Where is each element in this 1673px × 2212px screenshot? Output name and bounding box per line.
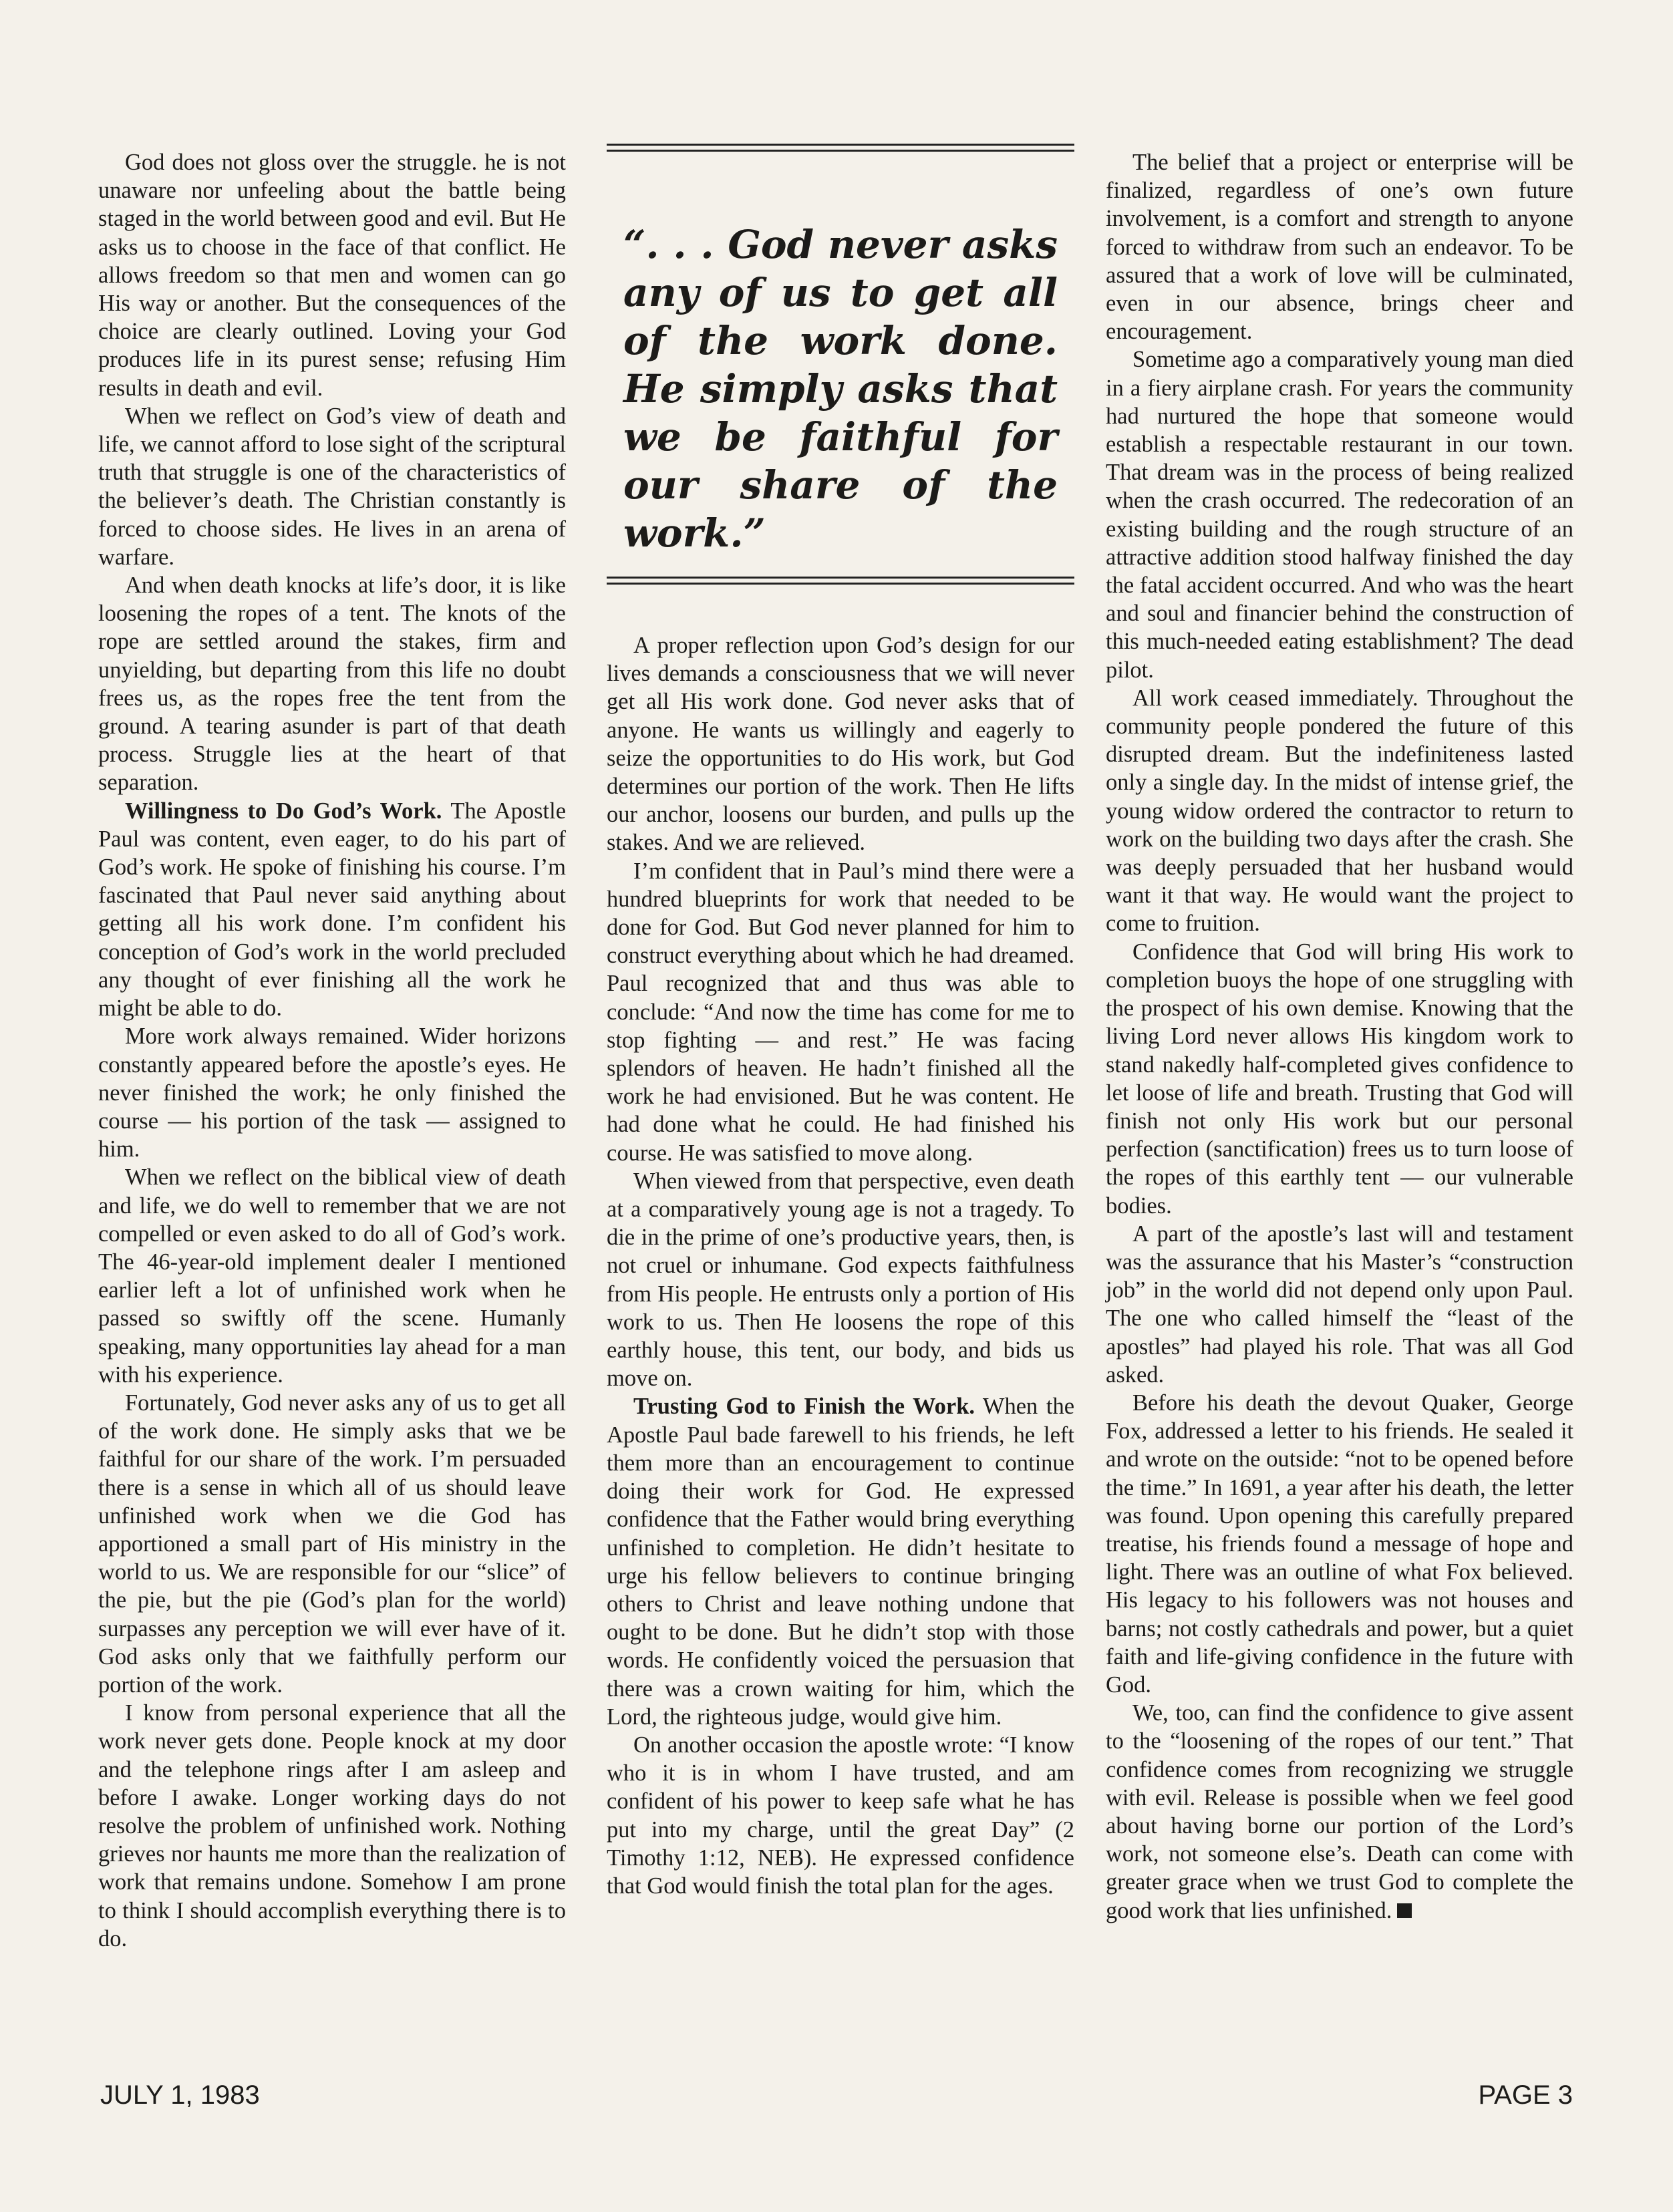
paragraph (98, 1163, 566, 1389)
pull-quote-top-rule-inner (607, 150, 1074, 152)
paragraph (607, 1392, 1074, 1730)
paragraph (1106, 1389, 1573, 1699)
paragraph (1106, 148, 1573, 345)
pull-quote-text: “. . . God never asks any of us to get all of the work done. He simply asks that we be faithful for our share of the work.” (623, 222, 1058, 556)
paragraph (1106, 345, 1573, 683)
paragraph (98, 1699, 566, 1953)
paragraph-text: When viewed from that perspective, even death at a comparatively young age is not a tragedy. To die in the prime of one’s productive years, then, is not cruel or inhumane. God expects faithfulness from His people. He entrusts only a portion of His work to us. Then He loosens the rope of this earthly house, this tent, our body, and bids us move on. (607, 1168, 1074, 1392)
paragraph-text: Before his death the devout Quaker, George Fox, addressed a letter to his friends. He sealed it and wrote on the outside: “not to be opened before the time.” In 1691, a year after his death, the letter was found. Upon opening this carefully prepared treatise, his friends found a message of hope and light. There was an outline of what Fox believed. His legacy to his followers was not houses and barns; not costly cathedrals and power, but a quiet faith and life-giving confidence in the future with God. (1106, 1390, 1573, 1698)
paragraph (98, 402, 566, 571)
end-of-article-mark (1397, 1903, 1412, 1918)
paragraph-text: The Apostle Paul was content, even eager, to do his part of God’s work. He spoke of finishing his course. I’m fascinated that Paul never said anything about getting all his work done. I’m confident his conception of God’s work in the world precluded any thought of ever finishing all the work he might be able to do. (98, 798, 567, 1021)
issue-date: JULY 1, 1983 (100, 2080, 260, 2110)
paragraph-text: I’m confident that in Paul’s mind there were a hundred blueprints for work that needed to be done for God. But God never planned for him to construct everything about which he had dreamed. Paul recognized that and thus was able to conclude: “And now the time has come for me to stop fighting — and rest.” He was facing splendors of heaven. He hadn’t finished all the work he had envisioned. But he was content. He had done what he could. He had finished his course. He was satisfied to move along. (607, 858, 1074, 1166)
paragraph (98, 571, 566, 797)
paragraph-text: All work ceased immediately. Throughout the community people pondered the future of this disrupted dream. But the indefiniteness lasted only a single day. In the midst of intense grief, the young widow ordered the contractor to return to work on the building two days after the crash. She was deeply persuaded that her husband would want it that way. He would want the project to come to fruition. (1106, 685, 1573, 937)
paragraph-text: I know from personal experience that all the work never gets done. People knock at my door and the telephone rings after I am asleep and before I awake. Longer working days do not resolve the problem of unfinished work. Nothing grieves nor haunts me more than the realization of work that remains undone. Somehow I am prone to think I should accomplish everything there is to do. (98, 1700, 566, 1951)
pull-quote-box (607, 144, 1074, 588)
paragraph-text: Fortunately, God never asks any of us to get all of the work done. He simply asks that we be faithful for our share of the work. I’m persuaded there is a sense in which all of us should leave unfinished work when we die God has apportioned a small part of His ministry in the world to us. We are responsible for our “slice” of the pie, but the pie (God’s plan for the world) surpasses any perception we will ever have of it. God asks only that we faithfully perform our portion of the work. (98, 1390, 566, 1698)
paragraph (1106, 1220, 1573, 1389)
paragraph (607, 1731, 1074, 1900)
paragraph (1106, 684, 1573, 938)
article-column-1 (98, 148, 566, 1953)
paragraph-text: God does not gloss over the struggle. he is not unaware nor unfeeling about the battle being staged in the world between good and evil. But He asks us to choose in the face of that conflict. He allows freedom so that men and women can go His way or another. But the consequences of the choice are clearly outlined. Loving your God produces life in its purest sense; refusing Him results in death and evil. (98, 150, 566, 401)
paragraph-text: The belief that a project or enterprise will be finalized, regardless of one’s own future involvement, is a comfort and strength to anyone forced to withdraw from such an endeavor. To be assured that a work of love will be culminated, even in our absence, brings cheer and encouragement. (1106, 150, 1573, 345)
section-subheading: Willingness to Do God’s Work. (125, 798, 442, 824)
article-column-2 (607, 631, 1074, 1900)
pull-quote-bottom-rule (607, 583, 1074, 585)
paragraph (98, 148, 566, 402)
paragraph-text: When we reflect on God’s view of death and life, we cannot afford to lose sight of the scriptural truth that struggle is one of the characteristics of the believer’s death. The Christian constantly is forced to choose sides. He lives in an arena of warfare. (98, 403, 566, 570)
paragraph (607, 857, 1074, 1167)
paragraph-text: Confidence that God will bring His work to completion buoys the hope of one struggling with the prospect of his own demise. Knowing that the living Lord never allows His kingdom work to stand nakedly half-completed gives confidence to let loose of life and breath. Trusting that God will finish not only His work but our personal perfection (sanctification) frees us to turn loose of the ropes of this earthly tent — our vulnerable bodies. (1106, 939, 1573, 1219)
paragraph (607, 631, 1074, 857)
paragraph-text: A part of the apostle’s last will and testament was the assurance that his Master’s “construction job” in the world did not depend only upon Paul. The one who called himself the “least of the apostles” had played his role. That was all God asked. (1106, 1221, 1573, 1388)
paragraph (98, 797, 566, 1023)
paragraph-text: Sometime ago a comparatively young man died in a fiery airplane crash. For years the community had nurtured the hope that someone would establish a respectable restaurant in our town. That dream was in the process of being realized when the crash occurred. The redecoration of an existing building and the rough structure of an attractive addition stood halfway finished the day the fatal accident occurred. And who was the heart and soul and financier behind the construction of this much-needed eating establishment? The dead pilot. (1106, 347, 1573, 683)
paragraph (1106, 938, 1573, 1220)
paragraph-text: We, too, can find the confidence to give assent to the “loosening of the ropes of our tent.” That confidence comes from recognizing we struggle with evil. Release is possible when we feel good about having borne our portion of the Lord’s work, not someone else’s. Death can come with greater grace when we trust God to complete the good work that lies unfinished. (1106, 1700, 1573, 1923)
paragraph (98, 1022, 566, 1163)
paragraph-text: A proper reflection upon God’s design for our lives demands a consciousness that we will never get all His work done. God never asks that of anyone. He wants us willingly and eagerly to seize the opportunities to do His work, but God determines our portion of the work. Then He lifts our anchor, loosens our burden, and pulls up the stakes. And we are relieved. (607, 633, 1074, 856)
pull-quote-top-rule (607, 144, 1074, 146)
page-number: PAGE 3 (1478, 2080, 1573, 2110)
paragraph (607, 1167, 1074, 1393)
paragraph-text: And when death knocks at life’s door, it is like loosening the ropes of a tent. The knots of the rope are settled around the stakes, firm and unyielding, but departing from this life no doubt frees us, as the ropes free the tent from the ground. A tearing asunder is part of that death process. Struggle lies at the heart of that separation. (98, 573, 566, 796)
paragraph (1106, 1699, 1573, 1925)
paragraph (98, 1389, 566, 1699)
paragraph-text: More work always remained. Wider horizons constantly appeared before the apostle’s eyes. He never finished the work; he only finished the course — his portion of the task — assigned to him. (98, 1023, 566, 1162)
article-column-3 (1106, 148, 1573, 1925)
paragraph-text: When we reflect on the biblical view of death and life, we do well to remember that we are not compelled or even asked to do all of God’s work. The 46-year-old implement dealer I mentioned earlier left a lot of unfinished work when he passed so swiftly off the scene. Humanly speaking, many opportunities lay ahead for a man with his experience. (98, 1164, 566, 1388)
paragraph-text: On another occasion the apostle wrote: “I know who it is in whom I have trusted, and am confident of his power to keep safe what he has put into my charge, until the great Day” (2 Timothy 1:12, NEB). He expressed confidence that God would finish the total plan for the ages. (607, 1732, 1074, 1899)
paragraph-text: When the Apostle Paul bade farewell to his friends, he left them more than an encouragement to continue doing their work for God. He expressed confidence that the Father would bring everything unfinished to completion. He didn’t hesitate to urge his fellow believers to continue bringing others to Christ and leave nothing undone that ought to be done. But he didn’t stop with those words. He confidently voiced the persuasion that there was a crown waiting for him, which the Lord, the righteous judge, would give him. (607, 1394, 1075, 1730)
pull-quote-bottom-rule-inner (607, 577, 1074, 579)
section-subheading: Trusting God to Finish the Work. (633, 1394, 975, 1420)
